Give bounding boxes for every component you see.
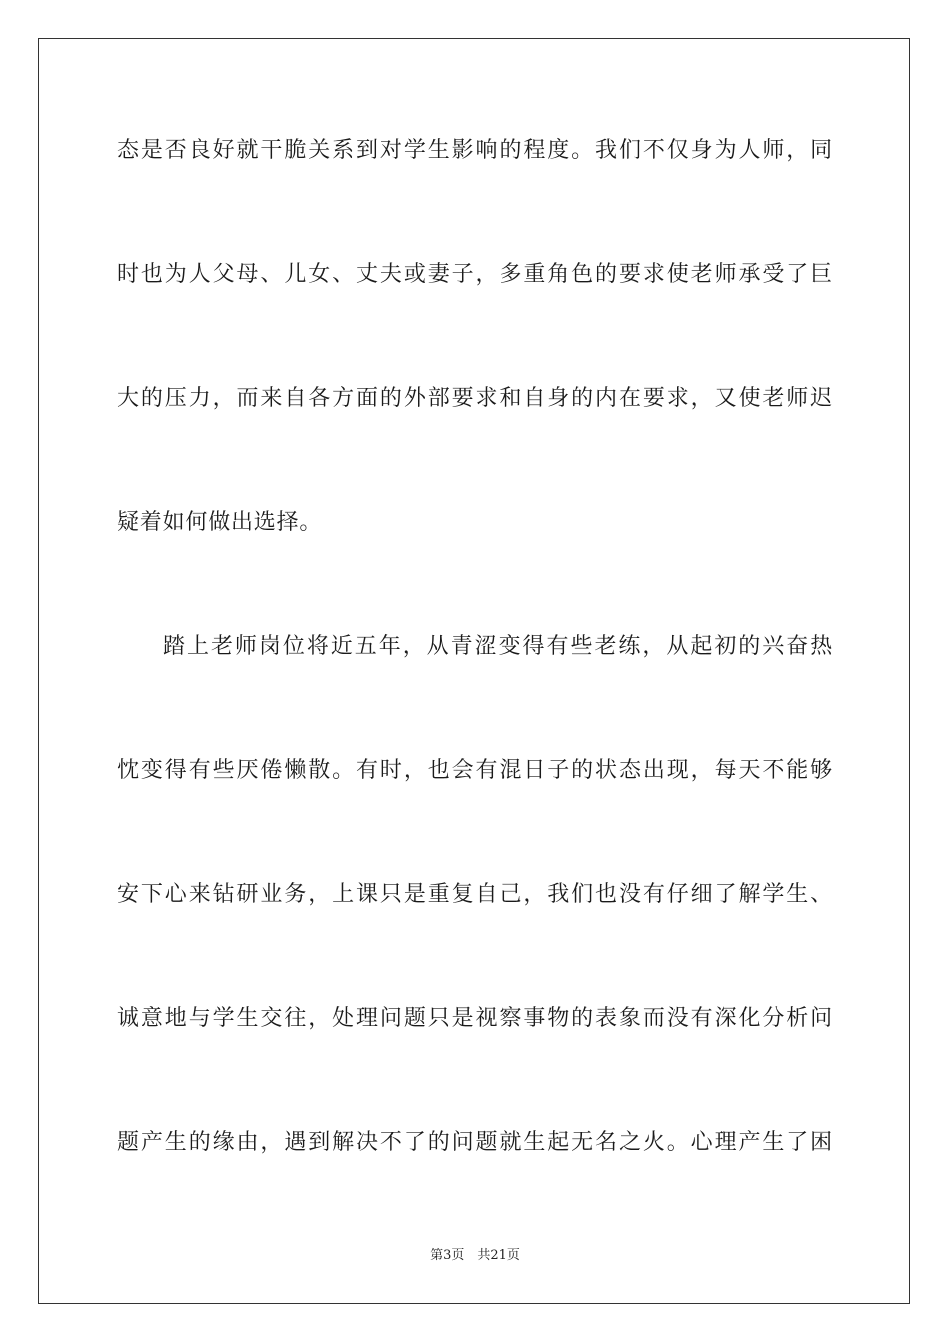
text-line: 忱变得有些厌倦懒散。有时，也会有混日子的状态出现，每天不能够 (117, 758, 833, 783)
text-line: 态是否良好就干脆关系到对学生影响的程度。我们不仅身为人师，同 (117, 138, 833, 163)
page-number: 第3页 共21页 (430, 1248, 520, 1263)
text-line: 安下心来钻研业务，上课只是重复自己，我们也没有仔细了解学生、 (117, 882, 833, 907)
text-line: 疑着如何做出选择。 (117, 510, 323, 535)
page-border (38, 38, 910, 1304)
text-line: 大的压力，而来自各方面的外部要求和自身的内在要求，又使老师迟 (117, 386, 833, 411)
text-line: 诚意地与学生交往，处理问题只是视察事物的表象而没有深化分析问 (117, 1006, 833, 1031)
text-line: 时也为人父母、儿女、丈夫或妻子，多重角色的要求使老师承受了巨 (117, 262, 833, 287)
text-line: 题产生的缘由，遇到解决不了的问题就生起无名之火。心理产生了困 (117, 1130, 833, 1155)
paragraph-first-line: 踏上老师岗位将近五年，从青涩变得有些老练，从起初的兴奋热 (163, 634, 833, 659)
